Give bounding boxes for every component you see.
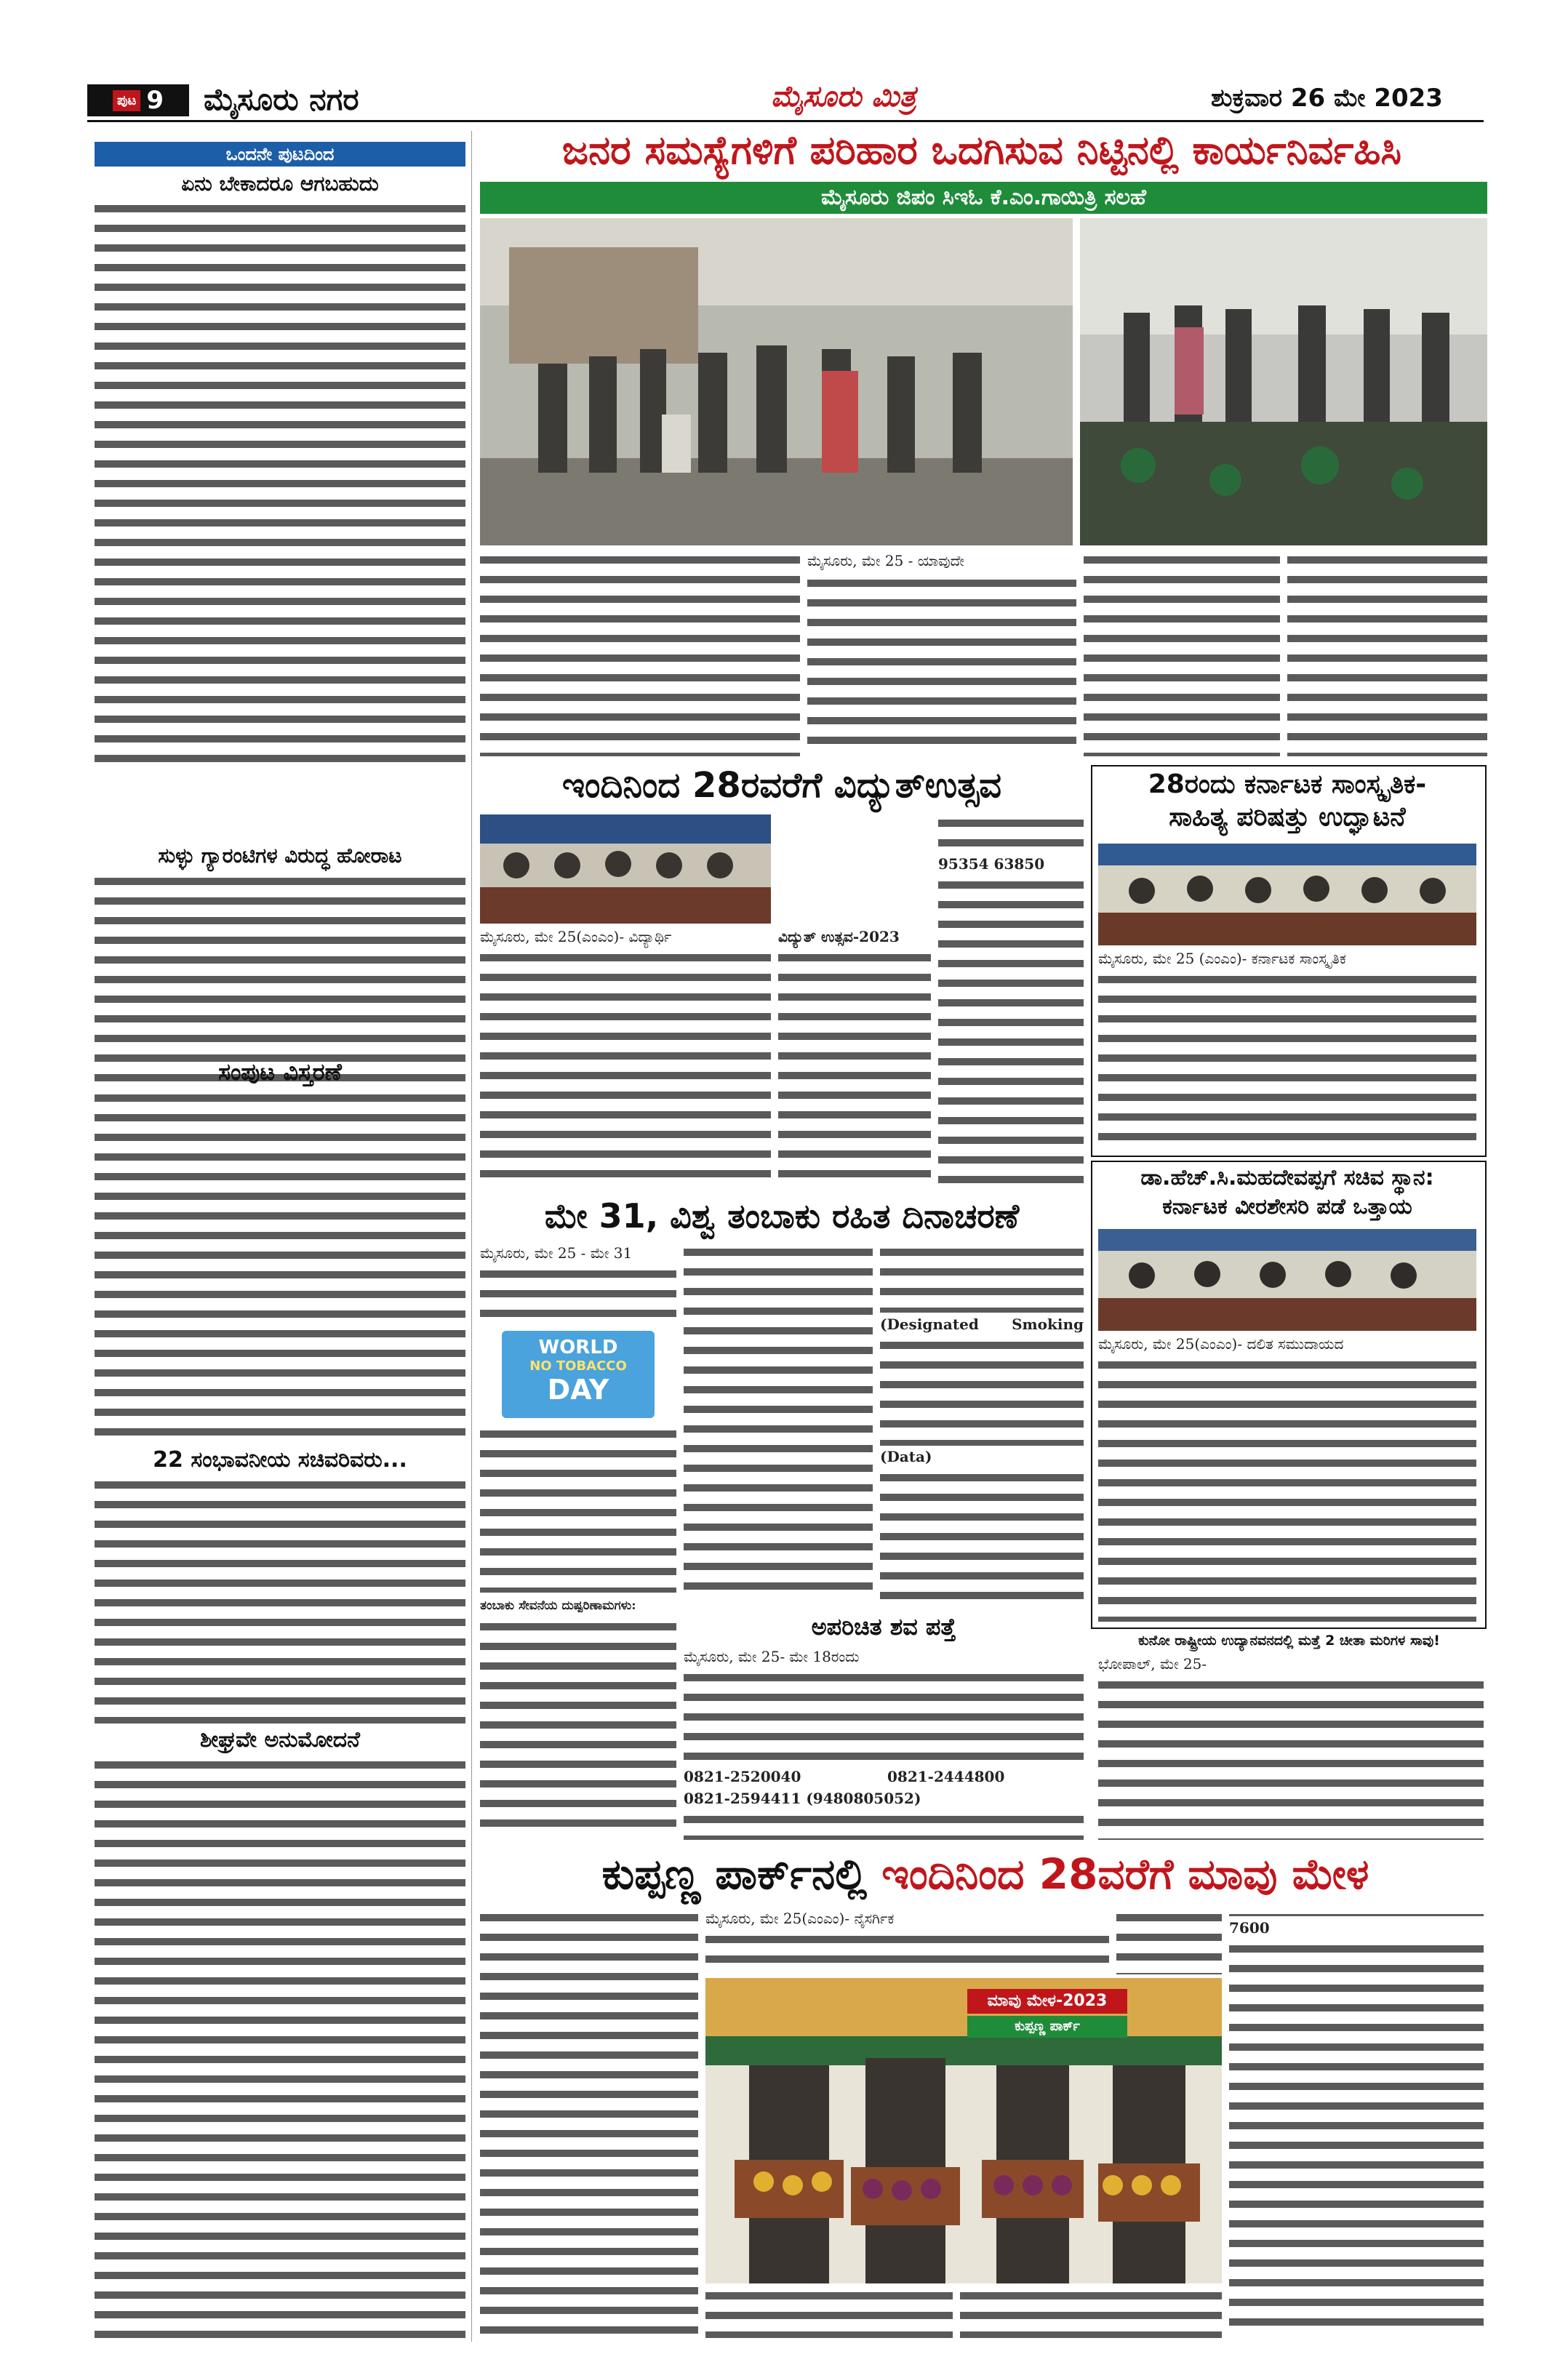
power-cut-event: ವಿದ್ಯುತ್‌ ಉತ್ಸವ-2023 bbox=[778, 928, 900, 945]
left-story-title-1: ಏನು ಬೇಕಾದರೂ ಆಗಬಹುದು bbox=[181, 172, 379, 196]
power-cut-photo bbox=[480, 814, 771, 924]
tobacco-body-2 bbox=[480, 1425, 676, 1593]
lead-subhead: ಮೈಸೂರು ಜಿಪಂ ಸಿಇಓ ಕೆ.ಎಂ.ಗಾಯಿತ್ರಿ ಸಲಹೆ bbox=[480, 182, 1487, 214]
cheetah-headline: ಕುನೋ ರಾಷ್ಟ್ರೀಯ ಉದ್ಯಾನವನದಲ್ಲಿ ಮತ್ತೆ 2 ಚೀತಾ ಮರಿಗಳ ಸಾವು! bbox=[1138, 1633, 1440, 1649]
no-tobacco-badge bbox=[502, 1331, 655, 1418]
cheetah-dateline: ಭೋಪಾಲ್, ಮೇ 25- bbox=[1098, 1655, 1207, 1673]
designated-area-text: (Designated Smoking bbox=[880, 1316, 1084, 1333]
paper-name: ಮೈಸೂರು ಮಿತ್ರ bbox=[771, 80, 916, 113]
sahitya-headline-2: ಸಾಹಿತ್ಯ ಪರಿಷತ್ತು ಉದ್ಘಾಟನೆ bbox=[1169, 802, 1406, 832]
badge-day: DAY bbox=[547, 1374, 609, 1406]
mango-body-7 bbox=[1229, 1940, 1484, 2338]
mango-body-3 bbox=[1116, 1909, 1222, 1974]
page-label: ಪುಟ bbox=[113, 90, 140, 111]
mango-body-5 bbox=[960, 2287, 1222, 2338]
mango-sub-banner: ಕುಪ್ಪಣ್ಣ ಪಾರ್ಕ್ bbox=[967, 2016, 1127, 2038]
mahadevappa-headline-2: ಕರ್ನಾಟಕ ವೀರಶೇಸರಿ ಪಡೆ ಒತ್ತಾಯ bbox=[1162, 1194, 1412, 1220]
unknown-body-phone-2: 0821-2444800 bbox=[887, 1768, 1005, 1785]
continued-banner: ಒಂದನೇ ಪುಟದಿಂದ bbox=[95, 142, 465, 167]
unknown-body-phone-3: 0821-2594411 (9480805052) bbox=[684, 1790, 921, 1807]
unknown-body-text bbox=[684, 1669, 1084, 1764]
sahitya-dateline: ಮೈಸೂರು, ಮೇ 25 (ಎಂಎಂ)- ಕರ್ನಾಟಕ ಸಾಂಸ್ಕೃತಿಕ bbox=[1098, 950, 1346, 967]
power-cut-phone: 95354 63850 bbox=[938, 855, 1045, 873]
mango-photo bbox=[705, 1978, 1222, 2283]
unknown-body-headline: ಅಪರಿಚಿತ ಶವ ಪತ್ತೆ bbox=[811, 1613, 956, 1641]
power-cut-headline: ಇಂದಿನಿಂದ 28ರವರೆಗೆ ವಿದ್ಯುತ್‌ಉತ್ಸವ bbox=[561, 765, 1002, 806]
lead-dateline: ಮೈಸೂರು, ಮೇ 25 - ಯಾವುದೇ bbox=[807, 552, 965, 569]
tobacco-body-1 bbox=[480, 1265, 676, 1324]
left-story-body-4 bbox=[95, 1476, 465, 1724]
left-story-body-3 bbox=[95, 1089, 465, 1438]
left-story-body-1 bbox=[95, 200, 465, 767]
power-cut-body-3 bbox=[938, 814, 1084, 851]
mahadevappa-photo bbox=[1098, 1229, 1476, 1331]
left-story-title-3: ಸಂಪುಟ ವಿಸ್ತರಣೆ bbox=[218, 1058, 342, 1086]
lead-body-col-3 bbox=[1287, 551, 1487, 756]
sahitya-photo bbox=[1098, 844, 1476, 945]
mango-body-6 bbox=[1229, 1909, 1484, 1916]
mango-headline-part1: ಕುಪ್ಪಣ್ಣ ಪಾರ್ಕ್‌ನಲ್ಲಿ bbox=[601, 1849, 868, 1899]
unknown-body-phone-1: 0821-2520040 bbox=[684, 1768, 801, 1785]
tobacco-body-7 bbox=[880, 1469, 1084, 1600]
mahadevappa-body bbox=[1098, 1356, 1476, 1622]
issue-date: ಶುಕ್ರವಾರ 26 ಮೇ 2023 bbox=[1211, 84, 1443, 113]
tobacco-headline: ಮೇ 31, ವಿಶ್ವ ತಂಬಾಕು ರಹಿತ ದಿನಾಚರಣೆ bbox=[544, 1196, 1020, 1236]
sahitya-headline-1: 28ರಂದು ಕರ್ನಾಟಕ ಸಾಂಸ್ಕೃತಿಕ- bbox=[1148, 769, 1427, 799]
mango-banner: ಮಾವು ಮೇಳ-2023 bbox=[967, 1989, 1127, 2014]
mango-headline-part2: ಇಂದಿನಿಂದ 28ವರೆಗೆ ಮಾವು ಮೇಳ bbox=[881, 1849, 1369, 1899]
data-word-text: (Data) bbox=[880, 1448, 932, 1465]
sahitya-body bbox=[1098, 971, 1476, 1149]
left-story-body-5 bbox=[95, 1756, 465, 2338]
lead-photo-right bbox=[1080, 218, 1487, 545]
section-title: ಮೈಸೂರು ನಗರ bbox=[204, 81, 359, 117]
page-number: 9 bbox=[146, 86, 164, 115]
mango-body-2 bbox=[705, 1931, 1109, 1974]
power-cut-dateline: ಮೈಸೂರು, ಮೇ 25(ಎಂಎಂ)- ವಿದ್ಯಾರ್ಥಿ bbox=[480, 928, 672, 945]
lead-body-col-1 bbox=[807, 575, 1076, 756]
lead-body-col-4 bbox=[480, 551, 800, 756]
left-story-title-2: ಸುಳ್ಳು ಗ್ಯಾರಂಟಿಗಳ ವಿರುದ್ಧ ಹೋರಾಟ bbox=[158, 844, 402, 868]
power-cut-body-1 bbox=[480, 949, 771, 1189]
page-number-badge bbox=[87, 84, 189, 116]
lead-photo-left bbox=[480, 218, 1073, 545]
mango-headline bbox=[480, 1847, 1491, 1901]
unknown-body-dateline: ಮೈಸೂರು, ಮೇ 25- ಮೇ 18ರಂದು bbox=[684, 1648, 860, 1665]
mahadevappa-headline-1: ಡಾ.ಹೆಚ್.ಸಿ.ಮಹದೇವಪ್ಪಗೆ ಸಚಿವ ಸ್ಥಾನ: bbox=[1140, 1165, 1434, 1190]
masthead-rule bbox=[87, 120, 1484, 122]
lead-headline: ಜನರ ಸಮಸ್ಯೆಗಳಿಗೆ ಪರಿಹಾರ ಒದಗಿಸುವ ನಿಟ್ಟಿನಲ್ಲಿ ಕಾರ್ಯನಿರ್ವಹಿಸಿ bbox=[476, 125, 1487, 176]
power-cut-body-2 bbox=[778, 949, 931, 1189]
unknown-body-text-2 bbox=[684, 1811, 1084, 1840]
mango-figure: 7600 bbox=[1229, 1919, 1270, 1937]
mango-dateline: ಮೈಸೂರು, ಮೇ 25(ಎಂಎಂ)- ನೈಸರ್ಗಿಕ bbox=[705, 1910, 895, 1927]
tobacco-body-5 bbox=[880, 1244, 1084, 1313]
mango-body-4 bbox=[705, 2287, 953, 2338]
badge-world: WORLD bbox=[538, 1337, 618, 1358]
tobacco-subtitle: ತಂಬಾಕು ಸೇವನೆಯ ದುಷ್ಪರಿಣಾಮಗಳು: bbox=[480, 1598, 636, 1613]
tobacco-body-4 bbox=[684, 1244, 873, 1600]
power-cut-body-4 bbox=[938, 876, 1084, 1189]
badge-no-tobacco: NO TOBACCO bbox=[529, 1358, 627, 1374]
column-divider bbox=[471, 131, 472, 2342]
left-story-title-5: ಶೀಘ್ರವೇ ಅನುಮೋದನೆ bbox=[200, 1727, 360, 1753]
left-story-title-4: 22 ಸಂಭಾವನೀಯ ಸಚಿವರಿವರು... bbox=[153, 1447, 407, 1473]
mahadevappa-dateline: ಮೈಸೂರು, ಮೇ 25(ಎಂಎಂ)- ದಲಿತ ಸಮುದಾಯದ bbox=[1098, 1335, 1344, 1353]
tobacco-dateline: ಮೈಸೂರು, ಮೇ 25 - ಮೇ 31 bbox=[480, 1244, 633, 1262]
tobacco-body-3 bbox=[480, 1618, 676, 1836]
lead-body-col-2 bbox=[1084, 551, 1280, 756]
mango-body-1 bbox=[480, 1909, 698, 2338]
tobacco-body-6 bbox=[880, 1337, 1084, 1446]
cheetah-body bbox=[1098, 1676, 1484, 1840]
